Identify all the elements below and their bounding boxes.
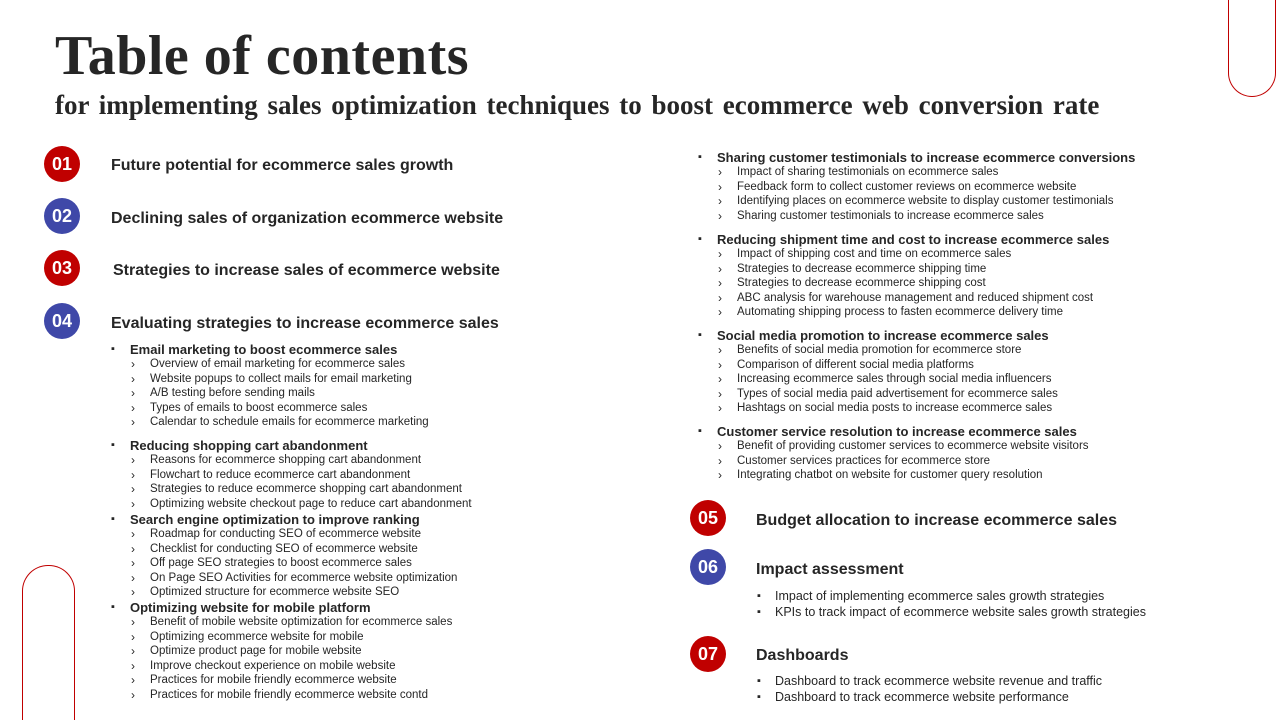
sub-item: › Off page SEO strategies to boost ecommerce sales xyxy=(111,556,457,571)
bullet-item: ▪ Impact of implementing ecommerce sales growth strategies xyxy=(756,588,1146,604)
sub-item: › Benefit of mobile website optimization for ecommerce sales xyxy=(111,615,452,630)
sub-item: › Optimize product page for mobile website xyxy=(111,644,452,659)
sub-item: › Strategies to decrease ecommerce shipping cost xyxy=(698,276,1109,291)
sub-item: › Calendar to schedule emails for ecommerce marketing xyxy=(111,415,429,430)
sub-item: › Sharing customer testimonials to increase ecommerce sales xyxy=(698,209,1135,224)
sub-item: › Strategies to decrease ecommerce shipping time xyxy=(698,262,1109,277)
decorative-arch-top xyxy=(1228,0,1276,97)
sub-item: › Benefits of social media promotion for ecommerce store xyxy=(698,343,1058,358)
sub-item: › Integrating chatbot on website for customer query resolution xyxy=(698,468,1089,483)
sub-item: › Types of social media paid advertisement for ecommerce sales xyxy=(698,387,1058,402)
sub-item: › ABC analysis for warehouse management and reduced shipment cost xyxy=(698,291,1109,306)
subsection-title: ▪ Email marketing to boost ecommerce sales xyxy=(111,342,429,357)
bullet-item: ▪ Dashboard to track ecommerce website performance xyxy=(756,689,1102,705)
bullet-item: ▪ KPIs to track impact of ecommerce website sales growth strategies xyxy=(756,604,1146,620)
item-number-badge: 06 xyxy=(690,549,726,585)
subsection-testimonials xyxy=(698,150,1135,223)
subsection-title: ▪ Sharing customer testimonials to increase ecommerce conversions xyxy=(698,150,1135,165)
toc-item-heading: Dashboards xyxy=(756,647,849,664)
sub-item: › Practices for mobile friendly ecommerce website contd xyxy=(111,688,452,703)
subsection-title: ▪ Reducing shipment time and cost to increase ecommerce sales xyxy=(698,232,1109,247)
sub-item: › Types of emails to boost ecommerce sales xyxy=(111,401,429,416)
sub-item: › Impact of sharing testimonials on ecommerce sales xyxy=(698,165,1135,180)
sub-item: › Feedback form to collect customer reviews on ecommerce website xyxy=(698,180,1135,195)
subsection-title: ▪ Search engine optimization to improve ranking xyxy=(111,512,457,527)
bullet-item: ▪ Dashboard to track ecommerce website revenue and traffic xyxy=(756,673,1102,689)
sub-item: › Benefit of providing customer services to ecommerce website visitors xyxy=(698,439,1089,454)
sub-item: › Identifying places on ecommerce website to display customer testimonials xyxy=(698,194,1135,209)
impact-bullet-list xyxy=(756,588,1146,620)
page-subtitle: for implementing sales optimization techniques to boost ecommerce web conversion rate xyxy=(55,90,1100,120)
sub-item: › A/B testing before sending mails xyxy=(111,386,429,401)
subsection-shipment xyxy=(698,232,1109,320)
subsection-seo xyxy=(111,512,457,600)
toc-item-heading: Budget allocation to increase ecommerce sales xyxy=(756,512,1118,529)
dashboard-bullet-list xyxy=(756,673,1102,705)
item-number-badge: 03 xyxy=(44,250,80,286)
subsection-title: ▪ Social media promotion to increase ecommerce sales xyxy=(698,328,1058,343)
subsection-customer-service xyxy=(698,424,1089,483)
toc-item-heading: Impact assessment xyxy=(756,561,904,578)
toc-item-heading: Evaluating strategies to increase ecommerce sales xyxy=(111,315,499,332)
sub-item: › Optimizing website checkout page to reduce cart abandonment xyxy=(111,497,472,512)
subsection-title: ▪ Customer service resolution to increase ecommerce sales xyxy=(698,424,1089,439)
subsection-title: ▪ Optimizing website for mobile platform xyxy=(111,600,452,615)
sub-item: › Practices for mobile friendly ecommerce website xyxy=(111,673,452,688)
sub-item: › Customer services practices for ecommerce store xyxy=(698,454,1089,469)
toc-item-heading: Declining sales of organization ecommerce website xyxy=(111,210,504,227)
sub-item: › Website popups to collect mails for email marketing xyxy=(111,372,429,387)
toc-item-heading: Future potential for ecommerce sales growth xyxy=(111,157,454,174)
sub-item: › Overview of email marketing for ecommerce sales xyxy=(111,357,429,372)
item-number-badge: 04 xyxy=(44,303,80,339)
subsection-social-media xyxy=(698,328,1058,416)
decorative-arch-left xyxy=(22,565,75,720)
sub-item: › Hashtags on social media posts to increase ecommerce sales xyxy=(698,401,1058,416)
sub-item: › On Page SEO Activities for ecommerce website optimization xyxy=(111,571,457,586)
sub-item: › Checklist for conducting SEO of ecommerce website xyxy=(111,542,457,557)
toc-item-heading: Strategies to increase sales of ecommerce website xyxy=(113,262,500,279)
sub-item: › Increasing ecommerce sales through social media influencers xyxy=(698,372,1058,387)
sub-item: › Flowchart to reduce ecommerce cart abandonment xyxy=(111,468,472,483)
sub-item: › Reasons for ecommerce shopping cart abandonment xyxy=(111,453,472,468)
subsection-cart-abandonment xyxy=(111,438,472,511)
subsection-title: ▪ Reducing shopping cart abandonment xyxy=(111,438,472,453)
sub-item: › Optimized structure for ecommerce website SEO xyxy=(111,585,457,600)
item-number-badge: 02 xyxy=(44,198,80,234)
sub-item: › Comparison of different social media platforms xyxy=(698,358,1058,373)
sub-item: › Strategies to reduce ecommerce shopping cart abandonment xyxy=(111,482,472,497)
page-title: Table of contents xyxy=(55,25,470,87)
subsection-mobile xyxy=(111,600,452,702)
item-number-badge: 05 xyxy=(690,500,726,536)
item-number-badge: 01 xyxy=(44,146,80,182)
item-number-badge: 07 xyxy=(690,636,726,672)
sub-item: › Roadmap for conducting SEO of ecommerce website xyxy=(111,527,457,542)
sub-item: › Optimizing ecommerce website for mobile xyxy=(111,630,452,645)
sub-item: › Automating shipping process to fasten ecommerce delivery time xyxy=(698,305,1109,320)
sub-item: › Impact of shipping cost and time on ecommerce sales xyxy=(698,247,1109,262)
sub-item: › Improve checkout experience on mobile website xyxy=(111,659,452,674)
subsection-email-marketing xyxy=(111,342,429,430)
